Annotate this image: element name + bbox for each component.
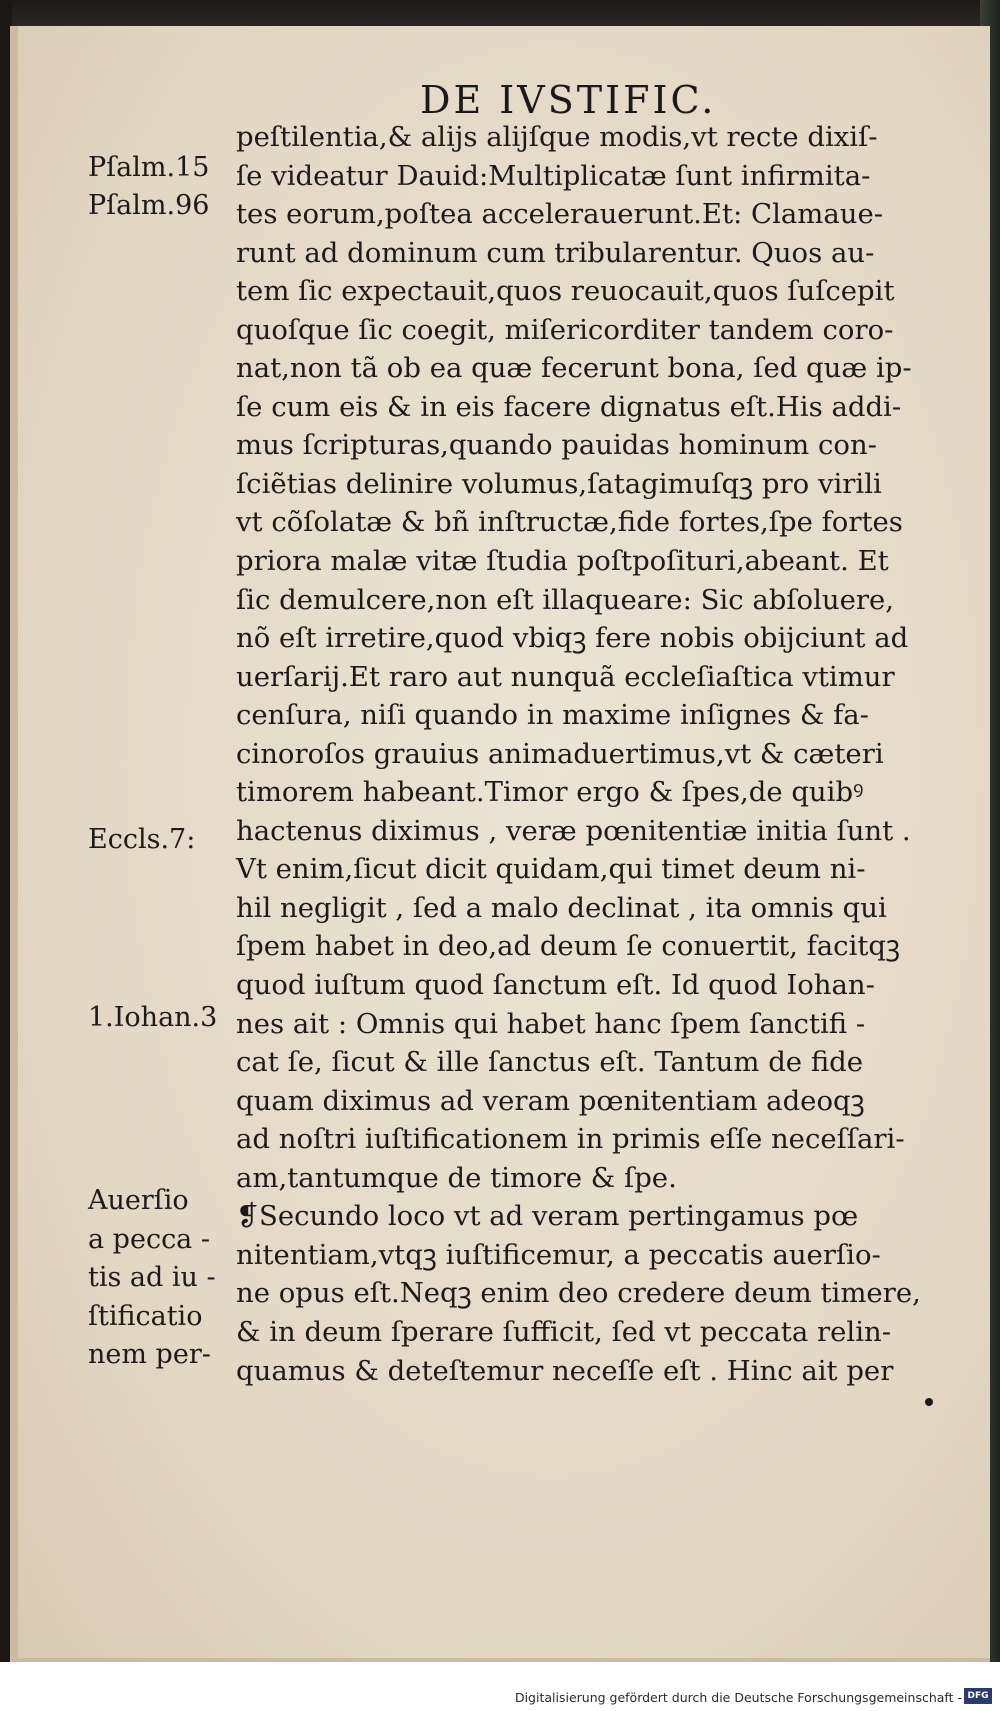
text-line: ſe cum eis & in eis facere dignatus eſt.His addi- (236, 390, 902, 423)
text-line: quoſque ſic coegit, miſericorditer tandem coro- (236, 313, 894, 346)
margin-note-psalm-15: Pſalm.15 (88, 152, 210, 183)
text-line: am,tantumque de timore & ſpe. (236, 1161, 677, 1194)
text-line: & in deum ſperare ſufficit, ſed vt peccata relin- (236, 1315, 891, 1348)
margin-note-psalm-96: Pſalm.96 (88, 190, 210, 221)
margin-note-iohan-3: 1.Iohan.3 (88, 1002, 218, 1033)
text-line: mus ſcripturas,quando pauidas hominum con- (236, 429, 877, 462)
text-line: ad noſtri iuſtificationem in primis eſſe neceſſari- (236, 1123, 905, 1156)
text-line: runt ad dominum cum tribularentur. Quos au- (236, 236, 875, 269)
text-line: hactenus diximus , veræ pœnitentiæ initia ſunt . (236, 814, 911, 847)
side-line: nem per- (88, 1339, 211, 1371)
text-line: uerſarij.Et raro aut nunquã eccleſiaſtica vtimur (236, 660, 895, 693)
text-line: priora malæ vitæ ſtudia poſtpoſituri,abeant. Et (236, 545, 889, 578)
text-line: cinoroſos grauius animaduertimus,vt & cæteri (236, 737, 884, 770)
text-line: quam diximus ad veram pœnitentiam adeoqꝫ (236, 1084, 865, 1117)
text-line: tem ſic expectauit,quos reuocauit,quos ſuſcepit (236, 275, 895, 308)
book-edge-top (0, 0, 1000, 28)
side-line: ſtificatio (88, 1300, 203, 1332)
side-line: Auerſio (88, 1185, 189, 1216)
text-line: nat,non tã ob ea quæ fecerunt bona, ſed quæ ip- (236, 352, 912, 385)
text-line: timorem habeant.Timor ergo & ſpes,de quibꝰ (236, 776, 864, 809)
text-line: cat ſe, ſicut & ille ſanctus eſt. Tantum de fide (236, 1046, 864, 1079)
text-line: Vt enim,ſicut dicit quidam,qui timet deum ni- (236, 853, 866, 886)
dfg-logo-icon: DFG (964, 1688, 992, 1704)
text-line: nes ait : Omnis qui habet hanc ſpem ſanctifi - (236, 1007, 866, 1040)
margin-note-eccls-7: Eccls.7: (88, 824, 196, 855)
text-line: ❡Secundo loco vt ad veram pertingamus pœ (236, 1200, 859, 1233)
text-line: tes eorum,poſtea accelerauerunt.Et: Clamaue- (236, 198, 884, 231)
text-line: quamus & deteſtemur neceſſe eſt . Hinc ait per (236, 1354, 894, 1387)
footer-bar (0, 1662, 1000, 1711)
text-line: hil negligit , ſed a malo declinat , ita omnis qui (236, 891, 887, 924)
body-text (236, 118, 936, 1390)
text-line: ſciẽtias delinire volumus,ſatagimuſqꝫ pro virili (236, 467, 882, 500)
ink-dot (925, 1398, 933, 1406)
text-line: ſpem habet in deo,ad deum ſe conuertit, facitqꝫ (236, 930, 901, 963)
text-line: nõ eſt irretire,quod vbiqꝫ fere nobis obijciunt ad (236, 622, 909, 655)
text-line: nitentiam,vtqꝫ iuſtificemur, a peccatis auerſio- (236, 1238, 881, 1271)
text-line: ſic demulcere,non eſt illaqueare: Sic abſoluere, (236, 583, 895, 616)
text-line: ne opus eſt.Neqꝫ enim deo credere deum timere, (236, 1277, 921, 1310)
running-title: DE IVSTIFIC. (420, 78, 717, 122)
text-line: ſe videatur Dauid:Multiplicatæ ſunt infirmita- (236, 159, 871, 192)
side-line: tis ad iu - (88, 1262, 216, 1294)
digitization-credit: Digitalisierung gefördert durch die Deutsche Forschungsgemeinschaft - (514, 1690, 962, 1705)
margin-note-auersio (88, 1182, 228, 1375)
side-line: a pecca - (88, 1223, 210, 1255)
text-line: quod iuſtum quod ſanctum eſt. Id quod Iohan- (236, 969, 875, 1002)
text-line: cenſura, niſi quando in maxime inſignes & fa- (236, 699, 869, 732)
text-line: peſtilentia,& alijs alijſque modis,vt recte dixiſ- (236, 121, 878, 153)
text-line: vt cõſolatæ & bñ inſtructæ,fide fortes,ſpe fortes (236, 506, 903, 539)
